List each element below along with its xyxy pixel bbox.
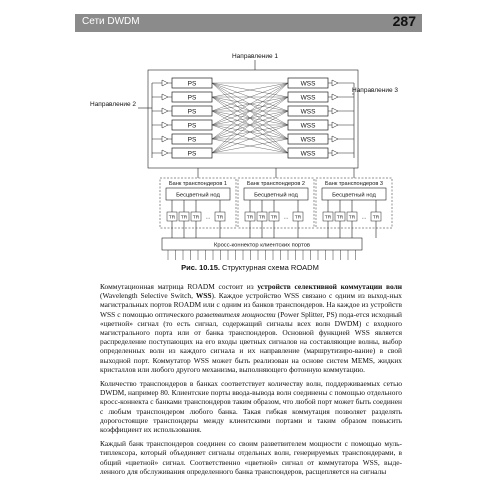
wss-label: WSS: [300, 122, 316, 130]
direction-3-label: Направление 3: [352, 87, 399, 94]
wss-label: WSS: [300, 136, 316, 144]
term-wss: устройств селективной коммутации волн: [257, 282, 402, 291]
wss-label: WSS: [300, 94, 316, 102]
tr-ellipsis: ...: [283, 214, 289, 221]
tr-label: TR: [270, 215, 278, 221]
p1-part: (Power Splitter, PS) пода-ется исходный «цветной» сигнал (то есть сигнал, содержащий сигналы всех волн DWDM) с входного магистрального порта или от банка транспондеров. Основной функцией WSS является распределение поступающих на его входы цветных сигналов на составляющие волны, выбор определенных волн из каждого сигнала и их направление (маршрутизиро-вание) в свой выходной порт. Коммутатор WSS может быть реализован на основе систем MEMS, жидких кристаллов или любого другого механизма, выполняющего фотонную коммутацию.: [100, 309, 402, 374]
p1-part: (Wavelength Selective Switch,: [100, 291, 196, 301]
bank-label: Банк транспондеров 1: [168, 181, 228, 187]
output-arrow: [332, 150, 338, 156]
input-arrow: [162, 122, 168, 128]
wss-label: WSS: [300, 80, 316, 88]
p1-part: ). Каждое устройство WSS связано с одним из выход-ных магистральных портов ROADM или с одним из банков транспондеров. На каждое из устройств WSS с помощью оптического: [100, 291, 402, 319]
term-wss-abbr: WSS: [195, 291, 212, 301]
ps-label: PS: [187, 150, 197, 158]
tr-ellipsis: ...: [205, 214, 211, 221]
output-arrow: [332, 136, 338, 142]
bank-label: Банк транспондеров 3: [324, 181, 384, 187]
wss-label: WSS: [300, 150, 316, 158]
ps-label: PS: [187, 136, 197, 144]
ps-label: PS: [187, 122, 197, 130]
running-head: Сети DWDM: [82, 16, 140, 27]
bank-label: Банк транспондеров 2: [246, 181, 306, 187]
input-arrow: [162, 94, 168, 100]
tr-label: TR: [216, 215, 224, 221]
p1-part: Коммутационная матрица ROADM состоит из: [100, 282, 258, 291]
ps-label: PS: [187, 80, 197, 88]
caption-number: Рис. 10.15.: [181, 263, 220, 272]
output-arrow: [332, 108, 338, 114]
input-arrow: [162, 150, 168, 156]
tr-label: TR: [324, 215, 332, 221]
input-arrow: [162, 108, 168, 114]
tr-label: TR: [336, 215, 344, 221]
body-text: [100, 282, 402, 481]
direction-2-label: Направление 2: [90, 101, 137, 108]
paragraph-2: Количество транспондеров в банках соответствует количеству волн, поддерживаемых сетью DWDM, например 80. Клиентские порты ввода-вывода волн соединены с помощью отдельного кросс-коннекта с банками транспондеров таким образом, что любой порт может быть соединен с любым транспондером любого банка. Такая гибкая коммутация позволяет разделять дорогостоящие транспондеры между клиентскими портами и таким образом повысить коэффициент их использования.: [100, 379, 402, 435]
tr-label: TR: [372, 215, 380, 221]
figure-caption: [0, 263, 500, 272]
tr-label: TR: [192, 215, 200, 221]
page-number: 287: [392, 13, 416, 29]
colorless-node-label: Бесцветный нод: [332, 192, 376, 199]
tr-label: TR: [246, 215, 254, 221]
colorless-node-label: Бесцветный нод: [254, 192, 298, 199]
colorless-node-label: Бесцветный нод: [176, 192, 220, 199]
paragraph-3: Каждый банк транспондеров соединен со своим разветвителем мощности с помощью муль-типлексора, который объединяет сигналы отдельных волн, генерируемых транспондерами, в общий «цветной» сигнал. Соответственно «цветной» сигнал от коммутатора WSS, выде-ленного для обслуживания определенного банка транспондеров, расщепляется на сигналы: [100, 439, 402, 476]
direction-1-label: Направление 1: [231, 53, 279, 60]
tr-label: TR: [348, 215, 356, 221]
input-arrow: [162, 136, 168, 142]
output-arrow: [332, 80, 338, 86]
page-header: [0, 0, 500, 44]
ps-label: PS: [187, 94, 197, 102]
output-arrow: [332, 94, 338, 100]
output-arrow: [332, 122, 338, 128]
wss-label: WSS: [300, 108, 316, 116]
ps-label: PS: [187, 108, 197, 116]
tr-label: TR: [180, 215, 188, 221]
caption-text: Структурная схема ROADM: [222, 263, 319, 272]
tr-label: TR: [294, 215, 302, 221]
tr-label: TR: [258, 215, 266, 221]
tr-ellipsis: ...: [361, 214, 367, 221]
roadm-diagram: [90, 48, 410, 278]
input-arrow: [162, 80, 168, 86]
tr-label: TR: [168, 215, 176, 221]
term-power-splitter: разветвителя мощности: [195, 309, 276, 319]
paragraph-1: [100, 282, 402, 374]
cross-connector-label: Кросс-коннектор клиентских портов: [213, 242, 311, 249]
